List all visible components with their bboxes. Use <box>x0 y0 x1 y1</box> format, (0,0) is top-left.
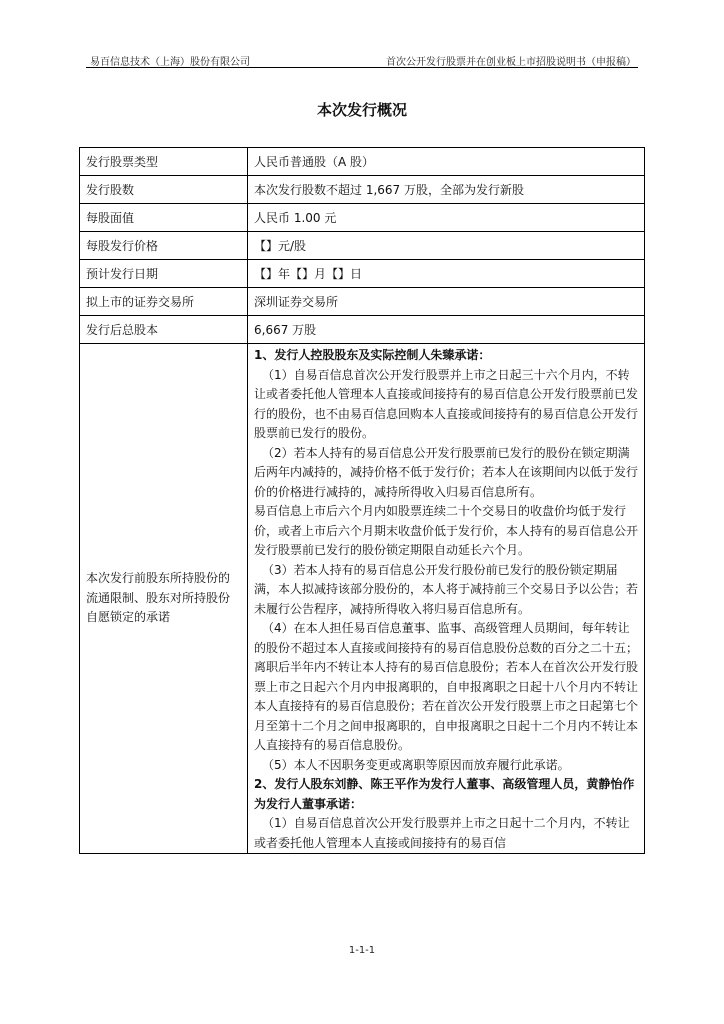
commitment-paragraph: （5）本人不因职务变更或离职等原因而放弃履行此承诺。 <box>262 757 570 772</box>
table-row <box>80 260 645 288</box>
table-row <box>80 232 645 260</box>
page-number: 1-1-1 <box>348 945 376 956</box>
commitment-paragraph: （4）在本人担任易百信息董事、监事、高级管理人员期间，每年转让的股份不超过本人直接或间接持有的易百信息股份总数的百分之二十五；离职后半年内不转让本人持有的易百信息股份；若本人在首次公开发行股票上市之日起六个月内申报离职的，自申报离职之日起十八个月内不转让本人直接持有的易百信息股份；若在首次公开发行股票上市之日起第七个月至第十二个月之间申报离职的，自申报离职之日起十二个月内不转让本人直接持有的易百信息股份。 <box>254 621 639 752</box>
commitment-paragraph: （3）若本人持有的易百信息公开发行股份前已发行的股份锁定期届满，本人拟减持该部分股份的，本人将于减持前三个交易日予以公告；若未履行公告程序，减持所得收入将归易百信息所有。 <box>254 562 639 616</box>
table-row <box>80 148 645 176</box>
commitment-heading: 2、发行人股东刘静、陈王平作为发行人董事、高级管理人员，黄静怡作为发行人董事承诺： <box>254 777 635 811</box>
lockup-label: 本次发行前股东所持股份的流通限制、股东对所持股份自愿锁定的承诺 <box>80 344 248 854</box>
commitment-paragraph: （2）若本人持有的易百信息公开发行股票前已发行的股份在锁定期满后两年内减持的，减持价格不低于发行价；若本人在该期间内以低于发行价的价格进行减持的，减持所得收入归易百信息所有。 <box>254 445 639 499</box>
row-label: 拟上市的证券交易所 <box>80 288 248 316</box>
row-value: 本次发行股数不超过 1,667 万股，全部为发行新股 <box>248 176 645 204</box>
lockup-commitments <box>248 344 645 854</box>
page-title: 本次发行概况 <box>316 101 407 119</box>
row-label: 每股面值 <box>80 204 248 232</box>
row-value: 6,667 万股 <box>248 316 645 344</box>
row-label: 每股发行价格 <box>80 232 248 260</box>
row-value: 人民币普通股（A 股） <box>248 148 645 176</box>
row-value: 深圳证券交易所 <box>248 288 645 316</box>
commitment-paragraph: （1）自易百信息首次公开发行股票并上市之日起三十六个月内，不转让或者委托他人管理本人直接或间接持有的易百信息公开发行股票前已发行的股份，也不由易百信息回购本人直接或间接持有的易百信息公开发行股票前已发行的股份。 <box>254 367 639 440</box>
header-document-title: 首次公开发行股票并在创业板上市招股说明书（申报稿） <box>386 57 636 68</box>
row-value: 【】年【】月【】日 <box>248 260 645 288</box>
row-label: 发行股数 <box>80 176 248 204</box>
table-row <box>80 316 645 344</box>
header-company-name: 易百信息技术（上海）股份有限公司 <box>90 57 250 68</box>
row-label: 发行后总股本 <box>80 316 248 344</box>
row-label: 预计发行日期 <box>80 260 248 288</box>
row-value: 人民币 1.00 元 <box>248 204 645 232</box>
lockup-row <box>80 344 645 854</box>
header-divider <box>86 67 638 68</box>
offering-overview-table <box>79 147 645 854</box>
commitment-paragraph: 易百信息上市后六个月内如股票连续二十个交易日的收盘价均低于发行价，或者上市后六个月期末收盘价低于发行价，本人持有的易百信息公开发行股票前已发行的股份锁定期限自动延长六个月。 <box>254 504 639 557</box>
row-label: 发行股票类型 <box>80 148 248 176</box>
table-row <box>80 204 645 232</box>
commitment-heading: 1、发行人控股股东及实际控制人朱臻承诺： <box>254 348 491 362</box>
table-row <box>80 288 645 316</box>
row-value: 【】元/股 <box>248 232 645 260</box>
table-row <box>80 176 645 204</box>
commitment-paragraph: （1）自易百信息首次公开发行股票并上市之日起十二个月内，不转让或者委托他人管理本人直接或间接持有的易百信 <box>254 816 630 850</box>
